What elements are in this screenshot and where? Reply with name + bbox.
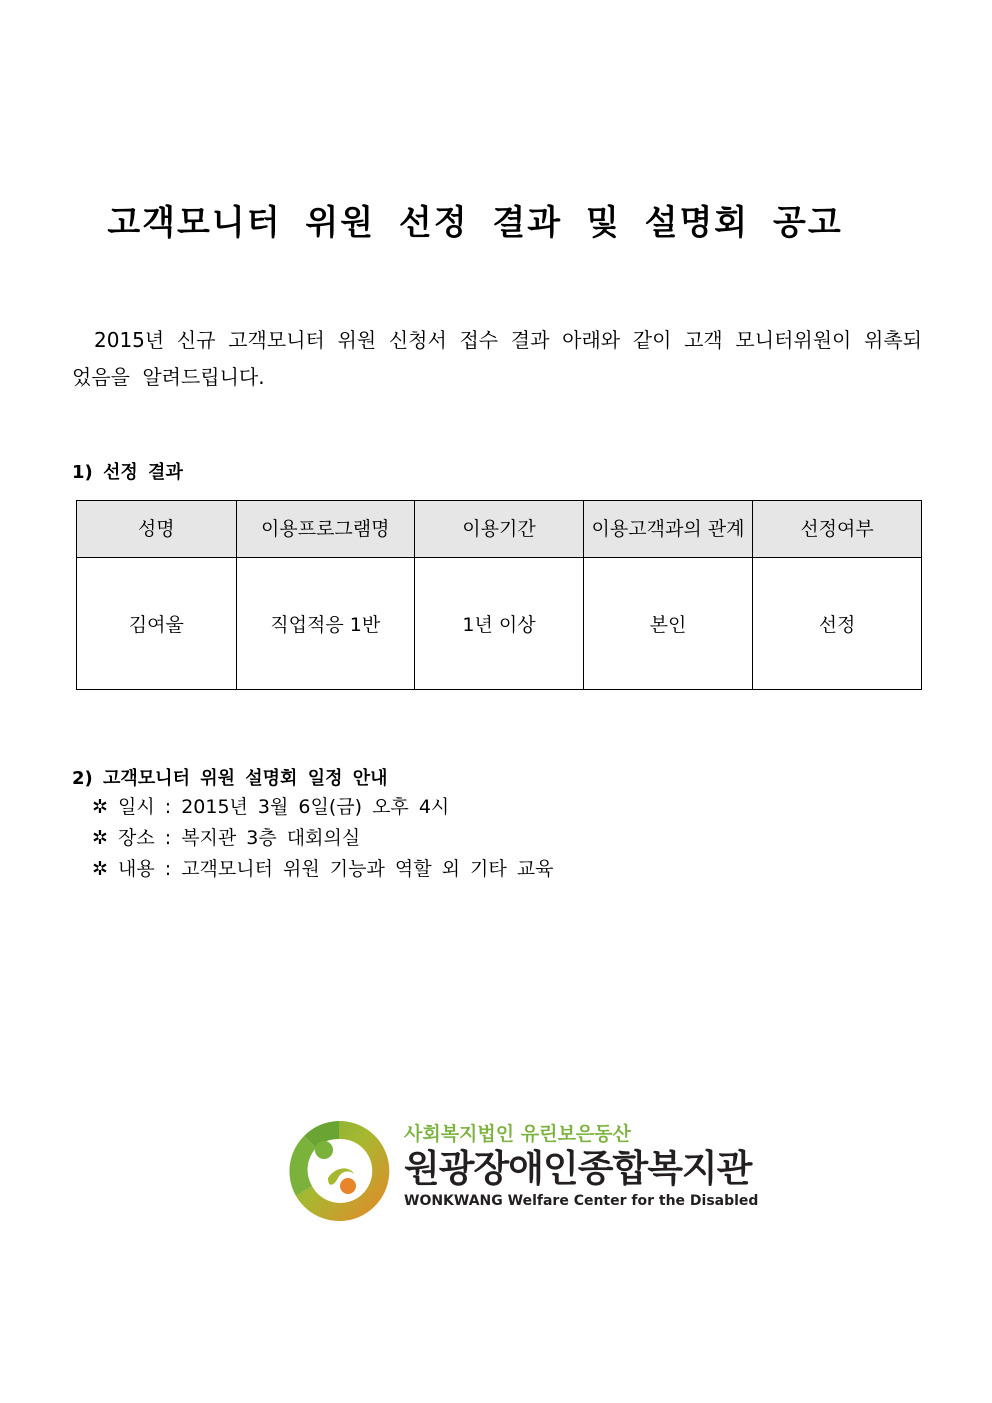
organization-logo — [284, 1116, 759, 1230]
briefing-schedule-list — [92, 792, 553, 885]
cell-relationship: 본인 — [583, 558, 752, 690]
section-selection-result-heading: 1) 선정 결과 — [72, 462, 183, 483]
intro-paragraph: 2015년 신규 고객모니터 위원 신청서 접수 결과 아래와 같이 고객 모니터위원이 위촉되었음을 알려드립니다. — [72, 328, 922, 389]
table-row — [77, 558, 922, 690]
selection-result-table — [76, 500, 922, 690]
page-title: 고객모니터 위원 선정 결과 및 설명회 공고 — [107, 203, 843, 243]
logo-name: 원광장애인종합복지관 — [404, 1147, 752, 1190]
header-period: 이용기간 — [414, 501, 583, 558]
list-item — [92, 823, 553, 854]
header-relationship: 이용고객과의 관계 — [583, 501, 752, 558]
list-item — [92, 792, 553, 823]
logo-emblem-icon — [284, 1116, 394, 1226]
list-item — [92, 854, 553, 885]
schedule-location: 장소 : 복지관 3층 대회의실 — [118, 827, 361, 849]
table-header-row — [77, 501, 922, 558]
header-program: 이용프로그램명 — [236, 501, 414, 558]
header-name: 성명 — [77, 501, 237, 558]
bullet-icon: ✲ — [92, 858, 108, 880]
schedule-datetime: 일시 : 2015년 3월 6일(금) 오후 4시 — [118, 796, 450, 818]
schedule-content: 내용 : 고객모니터 위원 기능과 역할 외 기타 교육 — [118, 858, 554, 880]
cell-name: 김여울 — [77, 558, 237, 690]
bullet-icon: ✲ — [92, 827, 108, 849]
cell-period: 1년 이상 — [414, 558, 583, 690]
header-selected: 선정여부 — [752, 501, 921, 558]
cell-selected: 선정 — [752, 558, 921, 690]
logo-subtitle: 사회복지법인 유린보은동산 — [404, 1123, 631, 1145]
logo-english-name: WONKWANG Welfare Center for the Disabled — [404, 1193, 759, 1209]
cell-program: 직업적응 1반 — [236, 558, 414, 690]
section-briefing-schedule-heading: 2) 고객모니터 위원 설명회 일정 안내 — [72, 768, 388, 789]
bullet-icon: ✲ — [92, 796, 108, 818]
